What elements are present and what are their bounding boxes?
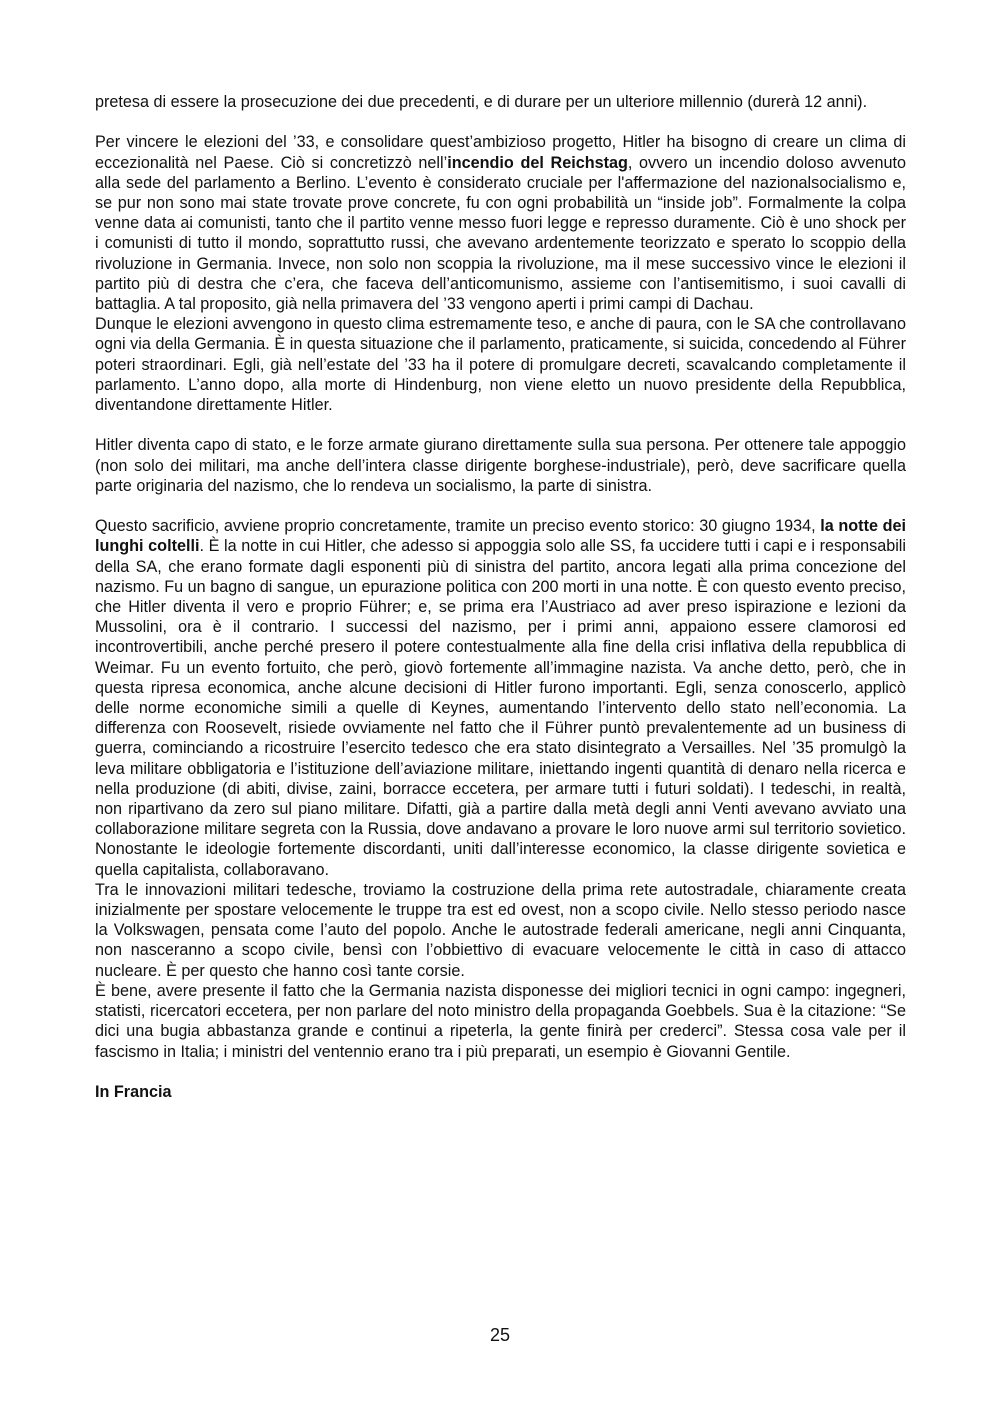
- reichstag-fire-bold-term: incendio del Reichstag: [447, 153, 628, 172]
- paragraph-7: È bene, avere presente il fatto che la Germania nazista disponesse dei migliori tecnici in ogni campo: ingegneri, statisti, ricercatori eccetera, per non parlare del noto ministro della propaganda Goebbels. Sua è la citazione: “Se dici una bugia abbastanza grande e continui a ripeterla, la gente finirà per crederci”. Stessa cosa vale per il fascismo in Italia; i ministri del ventennio erano tra i più preparati, un esempio è Giovanni Gentile.: [95, 981, 906, 1061]
- paragraph-spacer: [95, 112, 906, 132]
- paragraph-spacer: [95, 415, 906, 435]
- page-body: [95, 92, 906, 1102]
- paragraph-4: Hitler diventa capo di stato, e le forze armate giurano direttamente sulla sua persona. Per ottenere tale appoggio (non solo dei militari, ma anche dell’intera classe dirigente borghese-industriale), però, deve sacrificare quella parte originaria del nazismo, che lo rendeva un socialismo, la parte di sinistra.: [95, 436, 906, 495]
- paragraph-5-text-after: . È la notte in cui Hitler, che adesso si appoggia solo alle SS, fa uccidere tutti i capi e i responsabili della SA, che erano formate dagli esponenti più di sinistra del partito, ancora legati alla prima concezione del nazismo. Fu un bagno di sangue, un epurazione politica con 200 morti in una notte. È con questo evento preciso, che Hitler diventa il vero e proprio Führer; e, se prima era l’Austriaco ad aver preso ispirazione e lezioni da Mussolini, ora è il contrario. I successi del nazismo, per i primi anni, appaiono essere clamorosi ed incontrovertibili, anche perché presero il potere contestualmente alla fine della crisi inflativa della repubblica di Weimar. Fu un evento fortuito, che però, giovò fortemente all’immagine nazista. Va anche detto, però, che in questa ripresa economica, anche alcune decisioni di Hitler furono importanti. Egli, senza conoscerlo, applicò delle norme economiche simili a quelle di Keynes, aumentando l’intervento dello stato nell’economia. La differenza con Roosevelt, risiede ovviamente nel fatto che il Führer puntò prevalentemente ad un business di guerra, cominciando a ricostruire l’esercito tedesco che era stato disintegrato a Versailles. Nel ’35 promulgò la leva militare obbligatoria e l’istituzione dell’aviazione militare, iniettando ingenti quantità di denaro nella ricerca e nella produzione (di abiti, divise, zaini, borracce eccetera, per armare tutti i futuri soldati). I tedeschi, in realtà, non ripartivano da zero sul piano militare. Difatti, già a partire dalla metà degli anni Venti avevano avviato una collaborazione militare segreta con la Russia, dove andavano a provare le loro nuove armi sul territorio sovietico. Nonostante le ideologie fortemente discordanti, uniti dall’interesse economico, la classe dirigente sovietica e quella capitalista, collaboravano.: [95, 537, 906, 879]
- paragraph-spacer: [95, 1062, 906, 1082]
- paragraph-6: Tra le innovazioni militari tedesche, troviamo la costruzione della prima rete autostradale, chiaramente creata inizialmente per spostare velocemente le truppe tra est ed ovest, non a scopo civile. Nello stesso periodo nasce la Volkswagen, pensata come l’auto del popolo. Anche le autostrade federali americane, negli anni Cinquanta, non nasceranno a scopo civile, bensì con l’obbiettivo di evacuare velocemente le città in caso di attacco nucleare. È per questo che hanno così tante corsie.: [95, 880, 906, 980]
- paragraph-5: [95, 516, 906, 880]
- paragraph-1: pretesa di essere la prosecuzione dei due precedenti, e di durare per un ulteriore millennio (durerà 12 anni).: [95, 93, 868, 111]
- night-of-long-knives-bold-term: la notte dei lunghi coltelli: [95, 517, 906, 556]
- paragraph-3: Dunque le elezioni avvengono in questo clima estremamente teso, e anche di paura, con le SA che controllavano ogni via della Germania. È in questa situazione che il parlamento, praticamente, si suicida, concedendo al Führer poteri straordinari. Egli, già nell’estate del ’33 ha il potere di promulgare decreti, scavalcando completamente il parlamento. L’anno dopo, alla morte di Hindenburg, non viene eletto un nuovo presidente della Repubblica, diventandone direttamente Hitler.: [95, 315, 906, 415]
- paragraph-5-text-before: Questo sacrificio, avviene proprio concretamente, tramite un preciso evento storico: 30 giugno 1934,: [95, 517, 821, 536]
- paragraph-2-text-after: , ovvero un incendio doloso avvenuto alla sede del parlamento a Berlino. L’evento è considerato cruciale per l'affermazione del nazionalsocialismo e, se pur non sono mai state trovate prove concrete, fu con ogni probabilità un “inside job”. Formalmente la colpa venne data ai comunisti, tanto che il partito venne messo fuori legge e represso duramente. Ciò è uno shock per i comunisti di tutto il mondo, soprattutto russi, che avevano ardentemente teorizzato e sperato lo scoppio della rivoluzione in Germania. Invece, non solo non scoppia la rivoluzione, ma il mese successivo vince le elezioni il partito più di destra che c’era, che faceva dell’anticomunismo, assieme con l’antisemitismo, i suoi cavalli di battaglia. A tal proposito, già nella primavera del ’33 vengono aperti i primi campi di Dachau.: [95, 153, 906, 314]
- paragraph-2: [95, 132, 906, 314]
- paragraph-2-text-before: Per vincere le elezioni del ’33, e consolidare quest’ambizioso progetto, Hitler ha bisogno di creare un clima di eccezionalità nel Paese. Ciò si concretizzò nell’: [95, 133, 906, 172]
- page-number: 25: [489, 1325, 511, 1345]
- paragraph-spacer: [95, 496, 906, 516]
- section-heading: In Francia: [95, 1082, 172, 1101]
